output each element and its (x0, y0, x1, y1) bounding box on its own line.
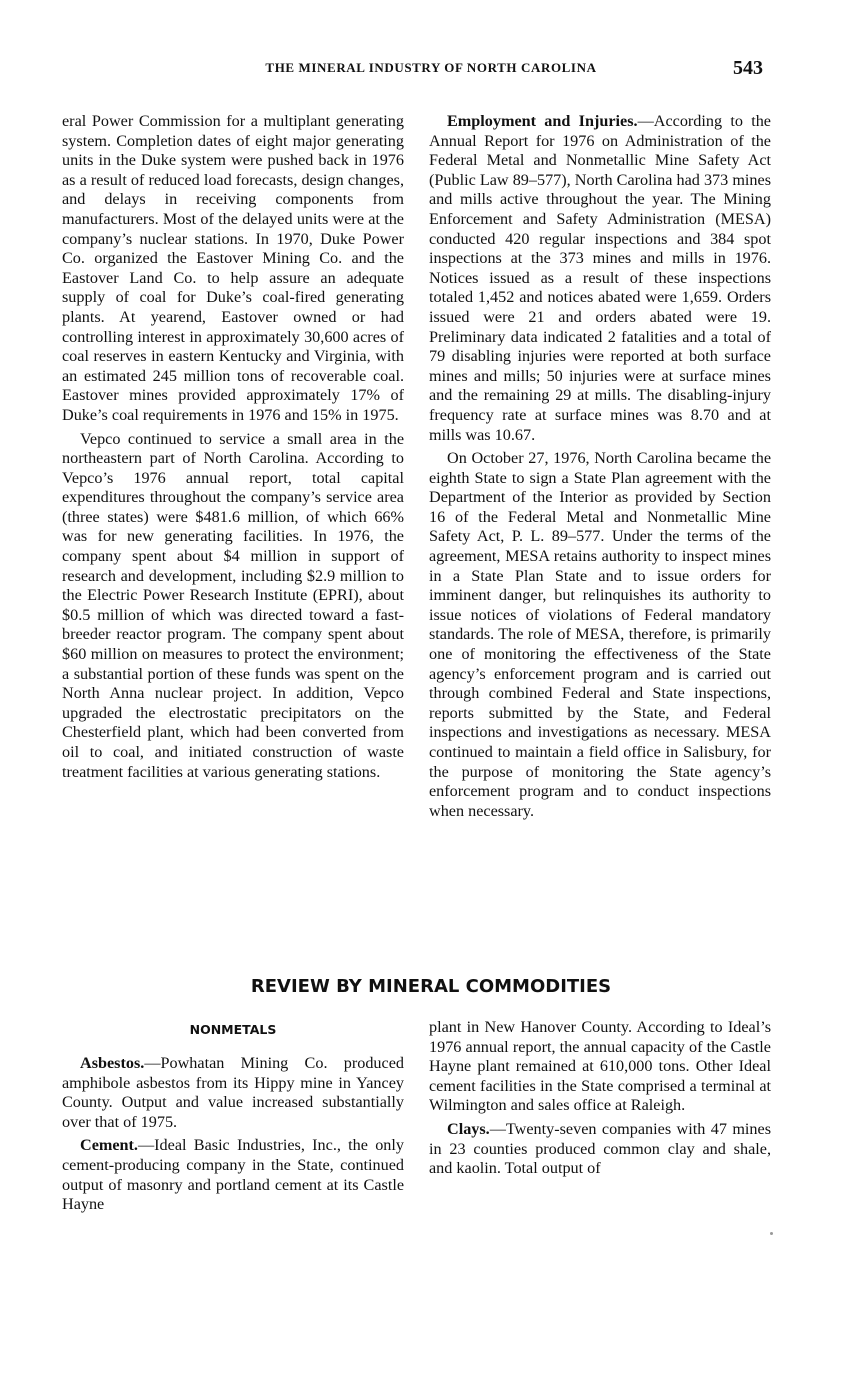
clays-heading: Clays. (447, 1119, 490, 1138)
left-column-top (62, 112, 404, 786)
employment-injuries-heading: Employment and Injuries. (447, 112, 638, 130)
clays-paragraph (429, 1120, 771, 1179)
cement-paragraph (62, 1136, 404, 1214)
left-column-bottom (62, 1054, 404, 1219)
employment-injuries-text: —According to the Annual Report for 1976 on Administration of the Federal Metal and Nonmetallic Mine Safety Act (Public Law 89–577), North Carolina had 373 mines and mills active throughout the year. The Mining Enforcement and Safety Administration (MESA) conducted 420 regular inspections and 384 spot inspections at the 373 mines and mills in 1976. Notices issued as a result of these inspections totaled 1,452 and notices abated were 1,659. Orders issued were 21 and orders abated were 19. Preliminary data indicated 2 fatalities and a total of 79 disabling injuries were reported at both surface mines and mills; 50 injuries were at surface mines and the remaining 29 at mills. The disabling-injury frequency rate at surface mines was 8.70 and at mills was 10.67. (429, 112, 771, 444)
cement-continued-paragraph: plant in New Hanover County. According to Ideal’s 1976 annual report, the annual capacity of the Castle Hayne plant remained at 610,000 tons. Other Ideal cement facilities in the State comprised a terminal at Wilmington and sales office at Raleigh. (429, 1018, 771, 1115)
asbestos-paragraph (62, 1054, 404, 1132)
scan-speck (770, 1232, 773, 1235)
subsection-title: NONMETALS (189, 1022, 277, 1037)
page-header (0, 57, 862, 84)
cement-heading: Cement. (80, 1136, 138, 1155)
employment-injuries-paragraph (429, 112, 771, 445)
asbestos-heading: Asbestos. (80, 1054, 145, 1072)
page-number: 543 (733, 57, 763, 79)
vepco-paragraph: Vepco continued to service a small area in the northeastern part of North Carolina. According to Vepco’s 1976 annual report, total capital expenditures throughout the company’s service area (three states) were $481.6 million, of which 66% was for new generating facilities. In 1976, the company spent about $4 million in support of research and development, including $2.9 million to the Electric Power Research Institute (EPRI), about $0.5 million of which was directed toward a fast-breeder reactor program. The company spent about $60 million on measures to protect the environment; a substantial portion of these funds was spent on the North Anna nuclear project. In addition, Vepco upgraded the electrostatic precipitators on the Chesterfield plant, which had been converted from oil to coal, and initiated construction of waste treatment facilities at various generating stations. (62, 429, 404, 781)
state-plan-paragraph: On October 27, 1976, North Carolina became the eighth State to sign a State Plan agreement with the Department of the Interior as provided by Section 16 of the Federal Metal and Nonmetallic Mine Safety Act, P. L. 89–577. Under the terms of the agreement, MESA retains authority to inspect mines in a State Plan State and to issue orders for imminent danger, but relinquishes its authority to issue notices of violations of Federal mandatory standards. The role of MESA, therefore, is primarily one of monitoring the effectiveness of the State agency’s enforcement program and is carried out through combined Federal and State inspections, reports submitted by the State, and Federal inspections and investigations as necessary. MESA continued to maintain a field office in Salisbury, for the purpose of monitoring the State agency’s enforcement program and to conduct inspections when necessary. (429, 449, 771, 820)
clays-text: —Twenty-seven companies with 47 mines in 23 counties produced common clay and shale, and kaolin. Total output of (429, 1119, 771, 1178)
right-column-top (429, 112, 771, 825)
section-title: REVIEW BY MINERAL COMMODITIES (250, 976, 612, 997)
right-column-bottom (429, 1018, 771, 1183)
running-title: THE MINERAL INDUSTRY OF NORTH CAROLINA (265, 60, 597, 75)
cement-text: —Ideal Basic Industries, Inc., the only cement-producing company in the State, continued output of masonry and portland cement at its Castle Hayne (62, 1136, 404, 1214)
asbestos-text: —Powhatan Mining Co. produced amphibole asbestos from its Hippy mine in Yancey County. Output and value increased substantially over that of 1975. (62, 1054, 404, 1131)
duke-power-paragraph: eral Power Commission for a multiplant generating system. Completion dates of eight major generating units in the Duke system were pushed back in 1976 as a result of reduced load forecasts, design changes, and delays in receiving components from manufacturers. Most of the delayed units were at the company’s nuclear stations. In 1970, Duke Power Co. organized the Eastover Mining Co. and the Eastover Land Co. to help assure an adequate supply of coal for Duke’s coal-fired generating plants. At yearend, Eastover owned or had controlling interest in approximately 30,600 acres of coal reserves in eastern Kentucky and Virginia, with an estimated 245 million tons of recoverable coal. Eastover mines provided approximately 17% of Duke’s coal requirements in 1976 and 15% in 1975. (62, 112, 404, 424)
